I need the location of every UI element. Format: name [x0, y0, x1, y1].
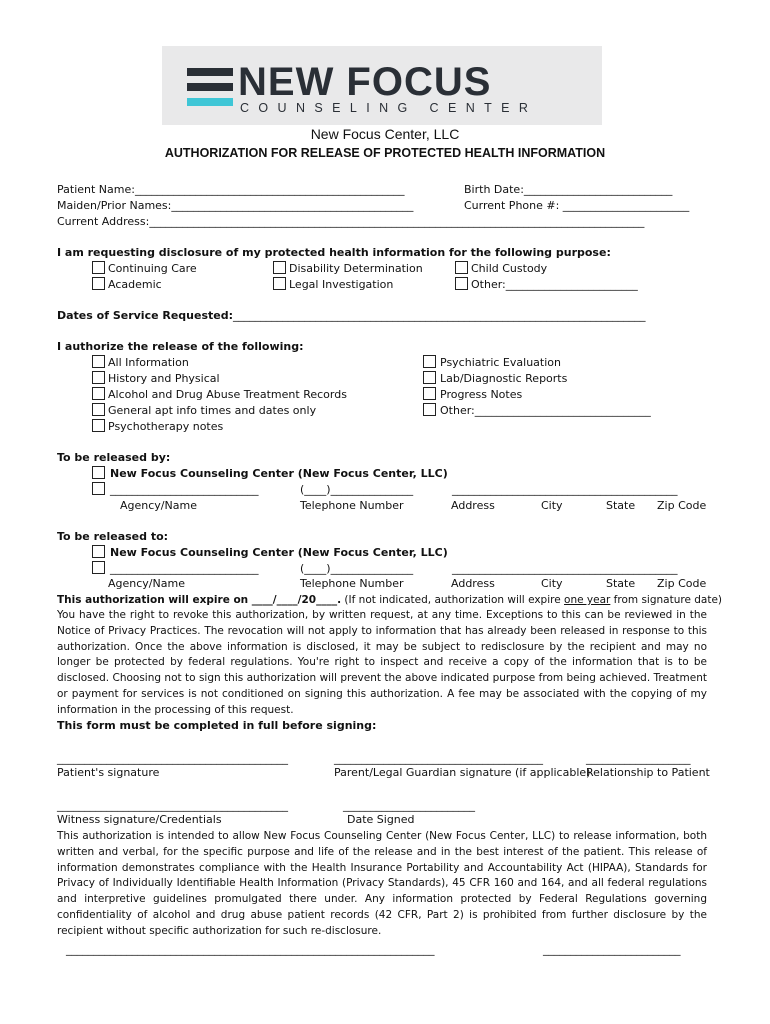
checkbox-legal-investigation[interactable]	[273, 277, 286, 290]
checkbox-child-custody[interactable]	[455, 261, 468, 274]
released-by-address-label: Address	[451, 499, 495, 512]
released-to-address-label: Address	[451, 577, 495, 590]
checkbox-release-other[interactable]	[423, 403, 436, 416]
hipaa-paragraph: This authorization is intended to allow New Focus Counseling Center (New Focus Center, LLC) to release information, both written and verbal, for the specific purpose and life of the release and in the best interest of the patient. This release of information demonstrates compliance with the Health Insurance Portability and Accountability Act (HIPAA), Standards for Privacy of Individually Identifiable Health Information (Privacy Standards), 45 CFR 160 and 164, and all federal regulations and interpretive guidelines promulgated there under. Any information protected by Federal Regulations governing confidentiality of alcohol and drug abuse patient records (42 CFR, Part 2) is prohibited from further disclosure by the recipient without specific authorization for such re-disclosure.	[57, 830, 707, 937]
guardian-signature-label: Parent/Legal Guardian signature (if applicable)	[334, 766, 591, 779]
logo-bar-bottom	[187, 98, 233, 106]
option-progress-notes: Progress Notes	[440, 388, 523, 401]
expiry-note-underline: one year	[564, 594, 611, 606]
logo-subtitle: COUNSELING CENTER	[240, 101, 538, 115]
released-by-address-line[interactable]: _________________________________________	[452, 483, 678, 496]
option-academic: Academic	[108, 278, 162, 291]
guardian-signature-line[interactable]: ______________________________________	[334, 752, 543, 765]
option-continuing-care: Continuing Care	[108, 262, 197, 275]
released-to-city-label: City	[541, 577, 563, 590]
option-legal-investigation: Legal Investigation	[289, 278, 394, 291]
option-psychotherapy-notes: Psychotherapy notes	[108, 420, 224, 433]
checkbox-history-physical[interactable]	[92, 371, 105, 384]
revocation-paragraph: You have the right to revoke this authorization, by written request, at any time. Exceptions to this can be reviewed in the Notice of Privacy Practices. The revocation will not apply to information that has already been released in response to this authorization. Once the above information is disclosed, it may be subject to redisclosure by the recipient and may no longer be protected by federal regulations. You're right to inspect and receive a copy of the information that is to be disclosed. Choosing not to sign this authorization will prevent the above indicated purpose from being achieved. Treatment or payment for services is not conditioned on signing this authorization. A fee may be associated with the copying of my information in the processing of this request.	[57, 609, 707, 716]
complete-note: This form must be completed in full before signing:	[57, 719, 377, 732]
logo-title: NEW FOCUS	[238, 60, 492, 104]
logo-bar-top	[187, 68, 233, 76]
checkbox-released-to-org[interactable]	[92, 545, 105, 558]
witness-signature-label: Witness signature/Credentials	[57, 813, 222, 826]
checkbox-academic[interactable]	[92, 277, 105, 290]
released-to-state-label: State	[606, 577, 636, 590]
logo-bar-middle	[187, 83, 233, 91]
relationship-label: Relationship to Patient	[586, 766, 710, 779]
checkbox-general-apt-info[interactable]	[92, 403, 105, 416]
released-to-agency-label: Agency/Name	[108, 577, 185, 590]
witness-signature-line[interactable]: __________________________________________	[57, 799, 288, 812]
logo	[162, 46, 602, 125]
expiry-note-pre: (If not indicated, authorization will expire	[341, 594, 565, 606]
expiry-line	[57, 593, 722, 607]
option-psychiatric-evaluation: Psychiatric Evaluation	[440, 356, 561, 369]
footer-line-left[interactable]: ___________________________________________________________________	[66, 943, 435, 956]
expiry-note-post: from signature date)	[610, 594, 723, 606]
released-by-state-label: State	[606, 499, 636, 512]
dates-of-service-line[interactable]: ___________________________________________________________________________	[233, 309, 646, 322]
option-all-information: All Information	[108, 356, 189, 369]
purpose-heading: I am requesting disclosure of my protected health information for the following purpose:	[57, 246, 611, 259]
released-by-zip-label: Zip Code	[657, 499, 707, 512]
released-to-heading: To be released to:	[57, 530, 169, 543]
checkbox-psychiatric-evaluation[interactable]	[423, 355, 436, 368]
patient-name-field[interactable]: Patient Name:_________________________________________________	[57, 183, 405, 196]
checkbox-all-information[interactable]	[92, 355, 105, 368]
checkbox-purpose-other[interactable]	[455, 277, 468, 290]
released-by-city-label: City	[541, 499, 563, 512]
footer-line-right[interactable]: _________________________	[543, 943, 681, 956]
released-to-agency-line[interactable]: ___________________________	[110, 562, 259, 575]
option-lab-diagnostic: Lab/Diagnostic Reports	[440, 372, 568, 385]
release-heading: I authorize the release of the following:	[57, 340, 304, 353]
option-release-other[interactable]: Other:________________________________	[440, 404, 651, 417]
org-name: New Focus Center, LLC	[310, 126, 460, 142]
released-by-heading: To be released by:	[57, 451, 171, 464]
patient-signature-label: Patient's signature	[57, 766, 160, 779]
released-to-phone-line[interactable]: (____)_______________	[300, 562, 414, 575]
form-title: AUTHORIZATION FOR RELEASE OF PROTECTED HEALTH INFORMATION	[164, 146, 606, 160]
patient-signature-line[interactable]: __________________________________________	[57, 752, 288, 765]
checkbox-released-to-other[interactable]	[92, 561, 105, 574]
checkbox-alcohol-drug-records[interactable]	[92, 387, 105, 400]
maiden-names-field[interactable]: Maiden/Prior Names:____________________________________________	[57, 199, 414, 212]
checkbox-continuing-care[interactable]	[92, 261, 105, 274]
dates-of-service-label: Dates of Service Requested:	[57, 309, 234, 322]
dates-of-service-field[interactable]	[57, 309, 646, 323]
released-to-org: New Focus Counseling Center (New Focus Center, LLC)	[110, 546, 448, 559]
current-address-field[interactable]: Current Address:__________________________________________________________________________________________	[57, 215, 645, 228]
released-by-phone-line[interactable]: (____)_______________	[300, 483, 414, 496]
checkbox-disability-determination[interactable]	[273, 261, 286, 274]
checkbox-released-by-org[interactable]	[92, 466, 105, 479]
relationship-line[interactable]: ___________________	[586, 752, 691, 765]
option-disability-determination: Disability Determination	[289, 262, 423, 275]
date-signed-label: Date Signed	[347, 813, 415, 826]
option-history-physical: History and Physical	[108, 372, 220, 385]
checkbox-progress-notes[interactable]	[423, 387, 436, 400]
released-by-org: New Focus Counseling Center (New Focus Center, LLC)	[110, 467, 448, 480]
checkbox-released-by-other[interactable]	[92, 482, 105, 495]
released-to-phone-label: Telephone Number	[300, 577, 404, 590]
option-purpose-other[interactable]: Other:________________________	[471, 278, 638, 291]
released-by-agency-label: Agency/Name	[120, 499, 197, 512]
released-to-address-line[interactable]: _________________________________________	[452, 562, 678, 575]
expiry-date-field[interactable]: This authorization will expire on ____/____/20____.	[57, 594, 342, 606]
date-signed-line[interactable]: ________________________	[343, 799, 475, 812]
released-by-phone-label: Telephone Number	[300, 499, 404, 512]
checkbox-lab-diagnostic[interactable]	[423, 371, 436, 384]
option-alcohol-drug-records: Alcohol and Drug Abuse Treatment Records	[108, 388, 347, 401]
current-phone-field[interactable]: Current Phone #: _______________________	[464, 199, 690, 212]
released-by-agency-line[interactable]: ___________________________	[110, 483, 259, 496]
checkbox-psychotherapy-notes[interactable]	[92, 419, 105, 432]
birth-date-field[interactable]: Birth Date:___________________________	[464, 183, 673, 196]
released-to-zip-label: Zip Code	[657, 577, 707, 590]
option-general-apt-info: General apt info times and dates only	[108, 404, 317, 417]
option-child-custody: Child Custody	[471, 262, 548, 275]
